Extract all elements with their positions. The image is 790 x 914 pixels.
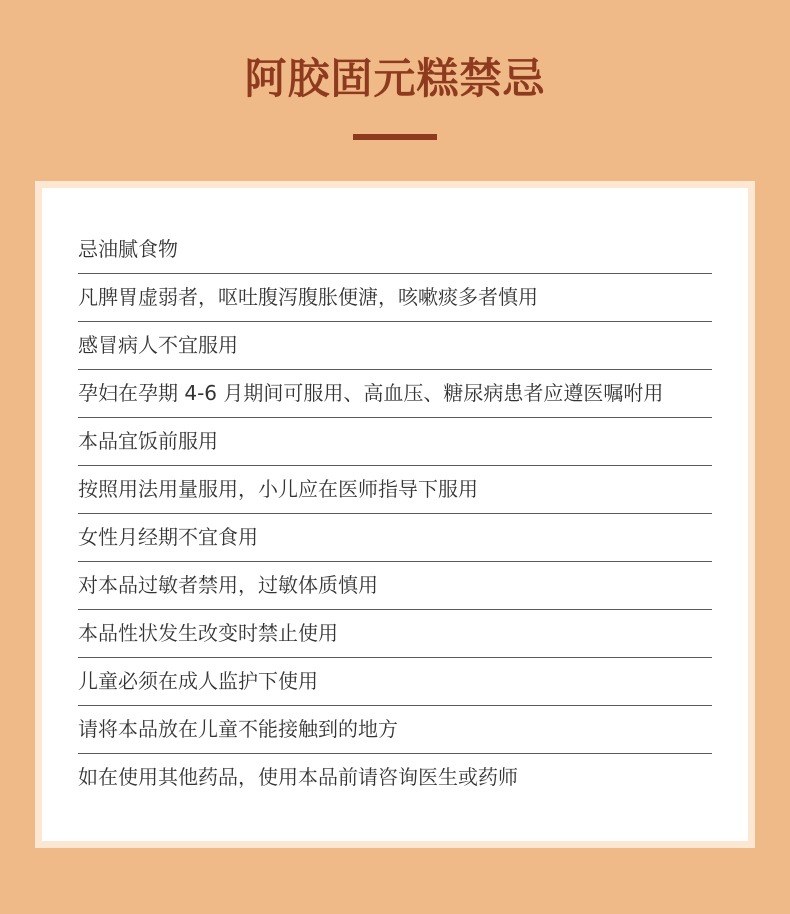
list-item: 孕妇在孕期 4-6 月期间可服用、高血压、糖尿病患者应遵医嘱咐用: [78, 370, 712, 418]
list-item: 对本品过敏者禁用，过敏体质慎用: [78, 562, 712, 610]
list-item: 本品宜饭前服用: [78, 418, 712, 466]
list-item: 忌油腻食物: [78, 226, 712, 274]
list-item: 感冒病人不宜服用: [78, 322, 712, 370]
list-item: 女性月经期不宜食用: [78, 514, 712, 562]
list-item: 儿童必须在成人监护下使用: [78, 658, 712, 706]
title-underline: [353, 134, 437, 140]
list-item: 按照用法用量服用，小儿应在医师指导下服用: [78, 466, 712, 514]
list-item: 凡脾胃虚弱者，呕吐腹泻腹胀便溏，咳嗽痰多者慎用: [78, 274, 712, 322]
list-item: 请将本品放在儿童不能接触到的地方: [78, 706, 712, 754]
contraindications-list: [78, 226, 712, 801]
list-item: 本品性状发生改变时禁止使用: [78, 610, 712, 658]
list-item: 如在使用其他药品，使用本品前请咨询医生或药师: [78, 765, 518, 789]
page-title: 阿胶固元糕禁忌: [244, 54, 546, 103]
